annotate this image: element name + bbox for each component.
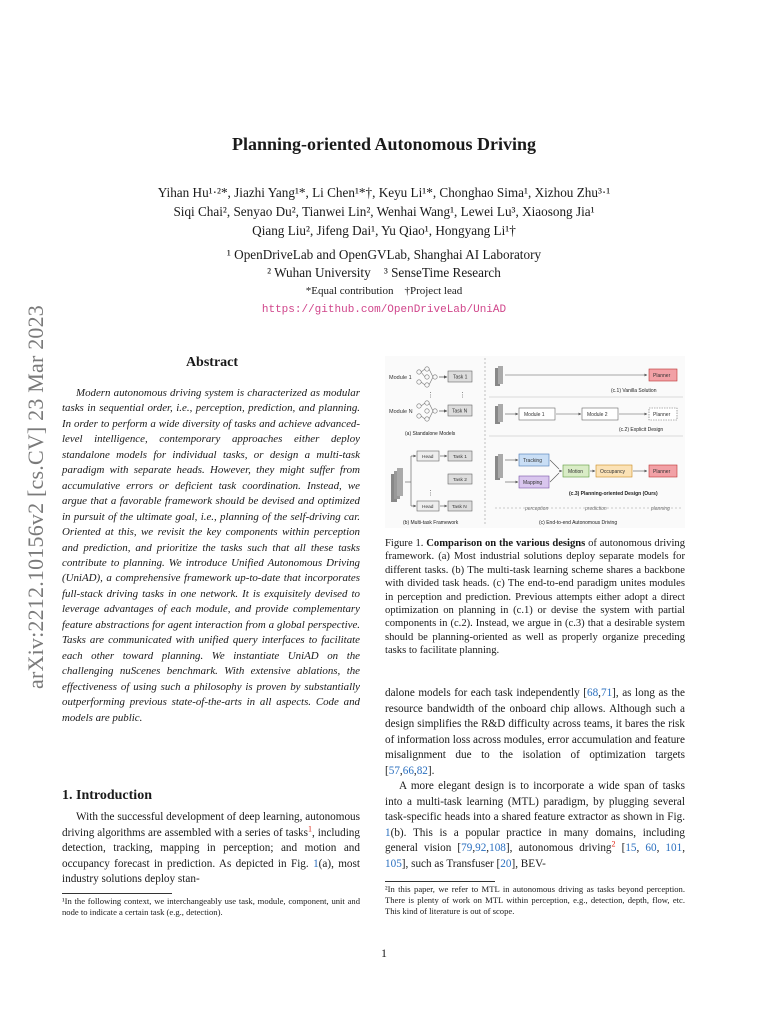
figure-link[interactable]: 1 <box>313 857 319 870</box>
figure-1 <box>385 356 685 528</box>
text-part: ], BEV- <box>511 857 546 870</box>
mapping-label: Mapping <box>523 480 543 486</box>
framework-comparison-diagram <box>385 356 685 528</box>
task-n-label: Task N <box>452 408 468 415</box>
task-n-label: Task N <box>452 505 467 510</box>
footnote-marker[interactable]: 2 <box>611 839 616 849</box>
intro-text-part: With the successful development of deep learning, autonomous driving algorithms are assembled with a series of tasks <box>62 811 360 839</box>
text-part: ]. <box>427 764 435 777</box>
label-explicit-design: (c.2) Explicit Design <box>619 427 664 433</box>
footnote-1: ¹In the following context, we interchangeably use task, module, component, unit and node to indicate a certain task (e.g., detection). <box>62 896 360 917</box>
perception-stage-label: perception <box>525 506 549 512</box>
head-label: Head <box>422 505 434 510</box>
abstract-text: Modern autonomous driving system is characterized as modular tasks in sequential order, i.e., perception, prediction, and planning. In order to perform a wide diversity of tasks and achieve advanced-level intelligence, contemporary approaches either deploy standalone models for individual tasks, or design a multi-task paradigm with separate heads. However, they might suffer from accumulative errors or deficient task coordination. Instead, we argue that a favorable framework should be devised and optimized in pursuit of the ultimate goal, i.e., planning of the self-driving car. Oriented at this, we revisit the key components within perception and prediction, and prioritize the tasks such that all these tasks contribute to planning. We introduce Unified Autonomous Driving (UniAD), a comprehensive framework up-to-date that incorporates full-stack driving tasks in one network. It is exquisitely devised to leverage advantages of each module, and provide complementary feature abstractions for agent interaction from a global perspective. Tasks are communicated with unified query interfaces to facilitate each other toward planning. We instantiate UniAD on the challenging nuScenes benchmark. With extensive ablations, the effectiveness of using such a philosophy is proven by substantially outperforming previous state-of-the-arts in all aspects. Code and models are public. <box>62 387 360 724</box>
author-line-3: Qiang Liu², Jifeng Dai¹, Yu Qiao¹, Hongyang Li¹† <box>252 223 516 238</box>
label-end-to-end: (c) End-to-end Autonomous Driving <box>539 520 618 526</box>
intro-text-part: (a), most industry solutions deploy stan- <box>62 857 360 885</box>
backbone-icon <box>495 366 503 386</box>
citation-link[interactable]: 82 <box>416 764 428 777</box>
citation-link[interactable]: 108 <box>489 842 506 854</box>
citation-link[interactable]: 68 <box>586 687 599 699</box>
citation-link[interactable]: 71 <box>600 687 613 699</box>
occupancy-label: Occupancy <box>600 469 626 475</box>
abstract-heading: Abstract <box>185 355 239 370</box>
planner-label: Planner <box>653 412 671 418</box>
figure-link[interactable]: 1 <box>385 826 391 839</box>
citation-link[interactable]: 15 <box>625 842 637 854</box>
paragraph: A more elegant design is to incorporate a wide span of tasks into a multi-task learning (MTL) paradigm, by plugging several task-specific heads into a shared feature extractor as shown in Fig. 1(b). This is a popular practice in many domains, including general vision [79,92,108], autonomous driving$^2$ [15, 60, 101, 105], such as Transfuser [20], BEV- <box>385 780 685 870</box>
label-vanilla-solution: (c.1) Vanilla Solution <box>611 388 657 394</box>
planner-label: Planner <box>653 373 671 379</box>
task-2-label: Task 2 <box>453 478 467 483</box>
repo-link[interactable]: https://github.com/OpenDriveLab/UniAD <box>261 304 507 316</box>
introduction-paragraph <box>62 810 360 888</box>
paragraph: dalone models for each task independently [68,71], as long as the resource bandwidth of the onboard chip allows. Although such a design simplifies the R&D difficulty across teams, it bares the risk of information loss across modules, error accumulation and feature misalignment due to the isolation of optimization targets [57,66,82]. <box>385 687 685 777</box>
affiliation-line-1: ¹ OpenDriveLab and OpenGVLab, Shanghai AI Laboratory <box>226 247 542 262</box>
prediction-stage-label: prediction <box>585 506 607 512</box>
paper-title: Planning-oriented Autonomous Driving <box>231 134 537 154</box>
tracking-label: Tracking <box>523 458 542 464</box>
text-part: A more elegant design is to incorporate a wide span of tasks into a multi-task learning (MTL) paradigm, by plugging several task-specific heads into a shared feature extractor as shown in Fig. <box>385 780 685 823</box>
introduction-heading: 1. Introduction <box>62 788 152 803</box>
task-1-label: Task 1 <box>453 374 468 381</box>
footnote-rule <box>62 893 172 894</box>
intro-text-part: , including detection, tracking, mapping in perception; and motion and occupancy forecast in prediction. As depicted in Fig. <box>62 826 360 870</box>
citation-link[interactable]: 20 <box>500 857 512 870</box>
caption-prefix: Figure 1. <box>385 538 424 549</box>
citation-link[interactable]: 66 <box>402 764 414 777</box>
citation-link[interactable]: 60 <box>645 842 657 854</box>
module-n-label: Module N <box>389 409 413 415</box>
task-1-label: Task 1 <box>453 455 467 460</box>
citation-link[interactable]: 57 <box>388 764 400 777</box>
svg-text:⋮: ⋮ <box>427 490 434 497</box>
footnote-rule <box>385 881 495 882</box>
motion-label: Motion <box>568 469 584 475</box>
figure-caption <box>385 537 685 658</box>
text-part: ], such as Transfuser [ <box>401 857 501 870</box>
arxiv-identifier: arXiv:2212.10156v2 [cs.CV] 23 Mar 2023 <box>23 305 48 689</box>
backbone-icon <box>495 454 503 480</box>
svg-text:⋮: ⋮ <box>427 392 434 399</box>
citation-link[interactable]: 105 <box>385 857 402 870</box>
footnote-2: ²In this paper, we refer to MTL in autonomous driving as tasks beyond perception. There is plenty of work on MTL within perception, e.g., detection, depth, flow, etc. This kind of literature is out of scope. <box>385 884 685 916</box>
label-planning-oriented-design: (c.3) Planning-oriented Design (Ours) <box>569 491 658 497</box>
text-part: [ <box>615 842 626 854</box>
citation-link[interactable]: 79 <box>461 842 473 854</box>
caption-text: of autonomous driving framework. (a) Most industrial solutions deploy separate models for different tasks. (b) The multi-task learning scheme shares a backbone with divided task heads. (c) The end-to-end paradigm unites modules in perception and prediction. Previous attempts either adopt a direct optimization on planning in (c.1) or devise the system with partial components in (c.2). Instead, we argue in (c.3) that a desirable system should be planning-oriented as well as properly organize preceding tasks to facilitate planning. <box>385 538 685 657</box>
footnote-marker[interactable]: 1 <box>308 823 312 833</box>
svg-text:⋮: ⋮ <box>459 392 466 399</box>
module-2-label: Module 2 <box>587 412 608 418</box>
text-part: ], autonomous driving <box>505 842 612 854</box>
module-1-label: Module 1 <box>389 375 412 381</box>
planning-stage-label: planning <box>651 506 670 512</box>
planner-label: Planner <box>653 469 671 475</box>
citation-link[interactable]: 92 <box>475 842 487 854</box>
citation-link[interactable]: 101 <box>665 842 683 854</box>
page-number: 1 <box>381 946 387 960</box>
text-part: (b). This is a popular practice in many domains, including general vision [ <box>385 826 685 854</box>
right-column-text <box>385 686 685 872</box>
head-label: Head <box>422 455 434 460</box>
author-line-2: Siqi Chai², Senyao Du², Tianwei Lin², Wenhai Wang¹, Lewei Lu³, Xiaosong Jia¹ <box>173 204 595 219</box>
label-standalone-models: (a) Standalone Models <box>405 431 456 437</box>
author-line-1: Yihan Hu¹·²*, Jiazhi Yang¹*, Li Chen¹*†, Keyu Li¹*, Chonghao Sima¹, Xizhou Zhu³·¹ <box>157 185 611 200</box>
affiliation-line-2: ² Wuhan University ³ SenseTime Research <box>267 265 501 280</box>
module-1-label: Module 1 <box>524 412 545 418</box>
text-part: dalone models for each task independently [ <box>385 687 587 699</box>
contribution-notes: *Equal contribution †Project lead <box>305 285 463 297</box>
label-multi-task-framework: (b) Multi-task Framework <box>403 520 459 526</box>
text-part: ], as long as the resource bandwidth of the onboard chip allows. Although such a design simplifies the R&D difficulty across teams, it bares the risk of information loss across modules, error accumulation and feature misalignment due to the isolation of optimization targets [ <box>385 687 685 777</box>
caption-bold: Comparison on the various designs <box>426 538 586 549</box>
backbone-icon <box>495 404 503 424</box>
